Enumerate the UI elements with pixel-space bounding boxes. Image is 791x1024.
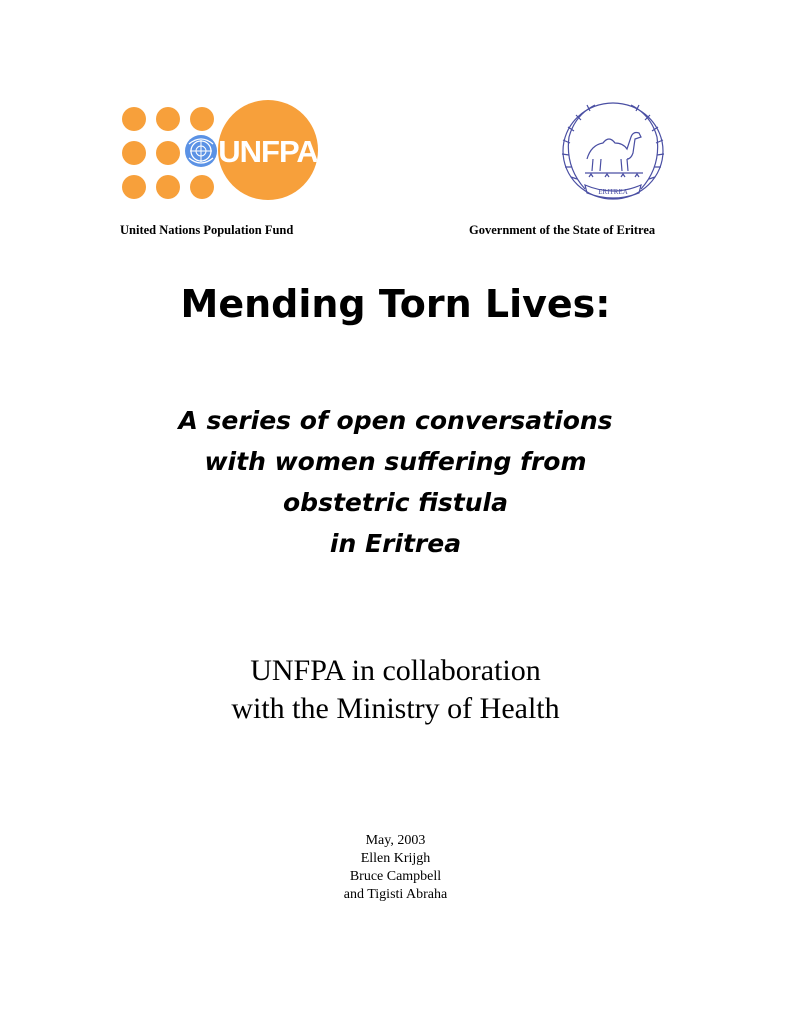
- unfpa-circle: [218, 100, 318, 200]
- document-subtitle: [0, 400, 791, 564]
- eritrea-seal-icon: [555, 97, 671, 205]
- seal-text: ERITREA: [598, 188, 628, 196]
- eritrea-caption: Government of the State of Eritrea: [469, 223, 656, 237]
- collaboration-line: UNFPA in collaboration: [250, 654, 541, 687]
- logo-dot: [122, 141, 146, 165]
- logo-dot: [122, 107, 146, 131]
- logo-dot: [190, 107, 214, 131]
- collaboration-line: with the Ministry of Health: [231, 692, 560, 725]
- subtitle-line: A series of open conversations: [178, 406, 613, 435]
- logo-dot: [156, 141, 180, 165]
- logo-dot: [156, 175, 180, 199]
- logo-dot: [122, 175, 146, 199]
- subtitle-line: with women suffering from: [204, 447, 587, 476]
- collaboration-statement: [0, 652, 791, 728]
- document-title: Mending Torn Lives:: [180, 282, 611, 326]
- unfpa-wordmark: UNFPA: [218, 134, 318, 169]
- logo-dot: [190, 175, 214, 199]
- unfpa-caption: United Nations Population Fund: [120, 223, 294, 237]
- logo-dot: [156, 107, 180, 131]
- unfpa-logo: [118, 100, 318, 205]
- un-emblem-icon: [184, 134, 218, 168]
- author-name: and Tigisti Abraha: [343, 887, 448, 902]
- credits: [0, 832, 791, 904]
- author-name: Bruce Campbell: [349, 869, 442, 884]
- subtitle-line: in Eritrea: [329, 529, 462, 558]
- author-name: Ellen Krijgh: [360, 851, 431, 866]
- subtitle-line: obstetric fistula: [283, 488, 508, 517]
- publication-date: May, 2003: [365, 833, 426, 848]
